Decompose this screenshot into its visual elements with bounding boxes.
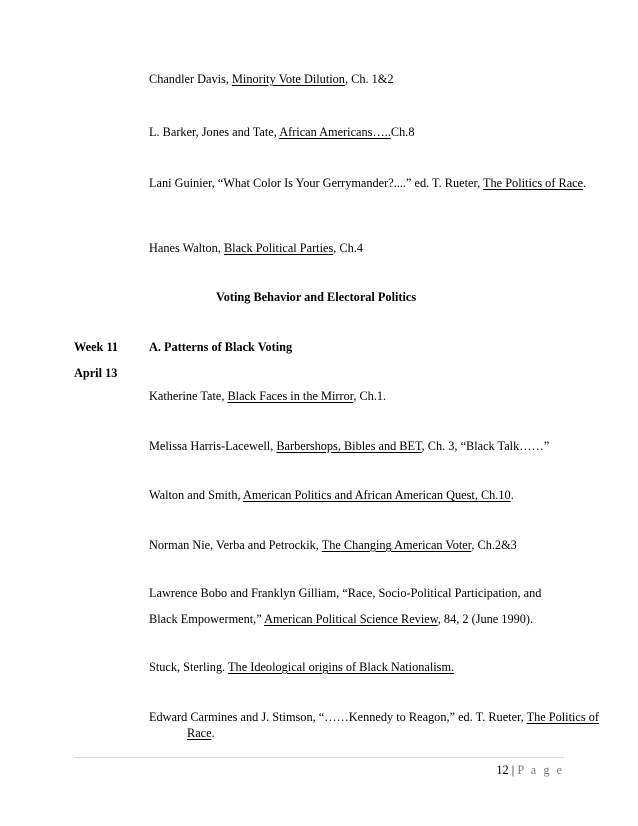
reference-authors: Lani Guinier, “What Color Is Your Gerrymander?....” ed. T. Rueter, [149, 176, 484, 190]
reference-authors: Edward Carmines and J. Stimson, “……Kennedy to Reagon,” ed. T. Rueter, [149, 710, 527, 724]
page-footer [496, 763, 564, 779]
reference-item [149, 538, 601, 554]
reference-authors: Katherine Tate, [149, 389, 228, 403]
reference-item [149, 241, 601, 257]
week-heading: A. Patterns of Black Voting [149, 340, 293, 354]
reference-authors: Stuck, Sterling. [149, 660, 229, 674]
reference-details: . [583, 176, 587, 190]
reference-details: . [510, 488, 514, 502]
reference-title: The Politics of Race [483, 176, 584, 190]
reference-title: African Americans….. [279, 125, 391, 139]
reference-item [149, 710, 601, 742]
reference-details: , Ch.4 [333, 241, 363, 255]
reference-item [149, 176, 601, 192]
reference-details: Ch.8 [390, 125, 415, 139]
reference-authors: Norman Nie, Verba and Petrockik, [149, 538, 322, 552]
reference-title: The Politics of Race [187, 710, 599, 740]
reference-authors: Lawrence Bobo and Franklyn Gilliam, “Race, Socio-Political Participation, and Black Empowerment,” [149, 586, 542, 626]
reference-details: , Ch. 1&2 [344, 72, 394, 86]
reference-details: , Ch.2&3 [471, 538, 517, 552]
page-label: P a g e [517, 763, 564, 777]
reference-authors: Hanes Walton, [149, 241, 224, 255]
reference-details: , 84, 2 (June 1990). [437, 612, 534, 626]
reference-authors: Melissa Harris-Lacewell, [149, 439, 277, 453]
footer-divider [74, 757, 564, 758]
reference-authors: Chandler Davis, [149, 72, 232, 86]
reference-title: The Changing American Voter [321, 538, 472, 552]
week-label: Week 11 [74, 340, 119, 354]
reference-details: . [211, 725, 215, 740]
reference-title: Black Faces in the Mirror [227, 389, 354, 403]
reference-item [149, 72, 601, 88]
section-heading: Voting Behavior and Electoral Politics [216, 290, 417, 304]
footer-separator: | [511, 763, 515, 777]
reference-item [149, 125, 601, 141]
reference-item [149, 660, 601, 676]
reference-details: , Ch.1. [353, 389, 387, 403]
reference-title: American Political Science Review [264, 612, 438, 626]
reference-item [149, 389, 601, 405]
reference-title: The Ideological origins of Black Nationalism. [228, 660, 455, 674]
reference-details: , Ch. 3, “Black Talk……” [421, 439, 550, 453]
reference-authors: L. Barker, Jones and Tate, [149, 125, 280, 139]
reference-item [149, 439, 601, 455]
reference-title: Minority Vote Dilution [232, 72, 345, 86]
week-date: April 13 [74, 366, 118, 380]
reference-title: Black Political Parties [223, 241, 334, 255]
reference-authors: Walton and Smith, [149, 488, 243, 502]
reference-item [149, 580, 563, 632]
reference-item [149, 488, 601, 504]
reference-title: Barbershops, Bibles and BET [276, 439, 422, 453]
reference-title: American Politics and African American Quest, Ch.10 [242, 488, 511, 502]
page-number: 12 [496, 763, 509, 777]
